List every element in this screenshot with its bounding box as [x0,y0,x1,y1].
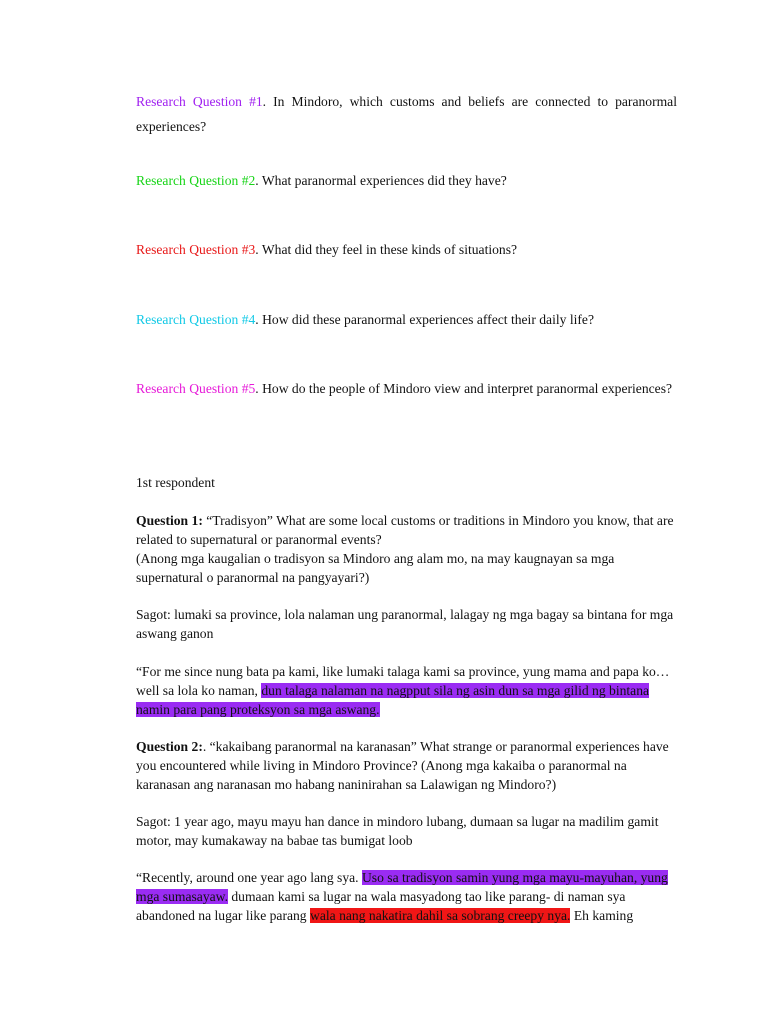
question-1-answer: Sagot: lumaki sa province, lola nalaman ung paranormal, lalagay ng mga bagay sa bintana for mga aswang ganon [136,607,674,641]
question-2-quote-highlight-2: wala nang nakatira dahil sa sobrang creepy nya. [310,908,571,923]
question-2-quote-highlight-1: Uso sa tradisyon samin yung mga mayu-mayuhan, yung mga sumasayaw. [136,870,668,904]
question-2-text: . “kakaibang paranormal na karanasan” What strange or paranormal experiences have you encountered while living in Mindoro Province? (Anong mga kakaiba o paranormal na karanasan ang naranasan mo habang naninirahan sa Lalawigan ng Mindoro?) [136,739,669,792]
research-question-5-text: . How do the people of Mindoro view and interpret paranormal experiences? [255,381,673,396]
question-1-quote [136,662,677,719]
research-question-1-text: . In Mindoro, which customs and beliefs are connected to paranormal experiences? [136,94,677,134]
research-question-4-label: Research Question #4 [136,312,256,327]
question-1-quote-highlight: dun talaga nalaman na nagpput sila ng asin dun sa mga gilid ng bintana namin para pang proteksyon sa mga aswang. [136,683,650,717]
research-question-4 [136,307,677,332]
question-2-quote-text-2: dumaan kami sa lugar na wala masyadong tao like parang- di naman sya abandoned na lugar like parang [136,889,626,923]
question-1-translation: (Anong mga kaugalian o tradisyon sa Mindoro ang alam mo, na may kaugnayan sa mga supernatural o paranormal na pangyayari?) [136,551,615,585]
research-question-4-text: . How did these paranormal experiences affect their daily life? [255,312,594,327]
respondent-heading: 1st respondent [136,475,215,490]
research-question-3-text: . What did they feel in these kinds of situations? [255,242,518,257]
question-1 [136,511,677,587]
question-1-quote-text: “For me since nung bata pa kami, like lumaki talaga kami sa province, yung mama and papa ko… well sa lola ko naman, [136,664,670,698]
question-1-text: “Tradisyon” What are some local customs or traditions in Mindoro you know, that are related to supernatural or paranormal events? [136,513,674,547]
research-question-5 [136,376,677,401]
question-2-answer: Sagot: 1 year ago, mayu mayu han dance in mindoro lubang, dumaan sa lugar na madilim gamit motor, may kumakaway na babae tas bumigat loob [136,814,659,848]
question-2-quote-text-3: Eh kaming [570,908,634,923]
question-2-quote [136,868,677,925]
question-2 [136,737,677,794]
question-2-label: Question 2: [136,739,203,754]
research-question-2-label: Research Question #2 [136,173,256,188]
research-question-2 [136,168,677,193]
research-question-2-text: . What paranormal experiences did they have? [255,173,507,188]
question-1-label: Question 1: [136,513,203,528]
question-2-quote-text-1: “Recently, around one year ago lang sya. [136,870,362,885]
research-question-1-label: Research Question #1 [136,94,263,109]
research-question-3 [136,237,677,262]
research-question-1 [136,89,677,139]
research-question-3-label: Research Question #3 [136,242,256,257]
research-question-5-label: Research Question #5 [136,381,256,396]
